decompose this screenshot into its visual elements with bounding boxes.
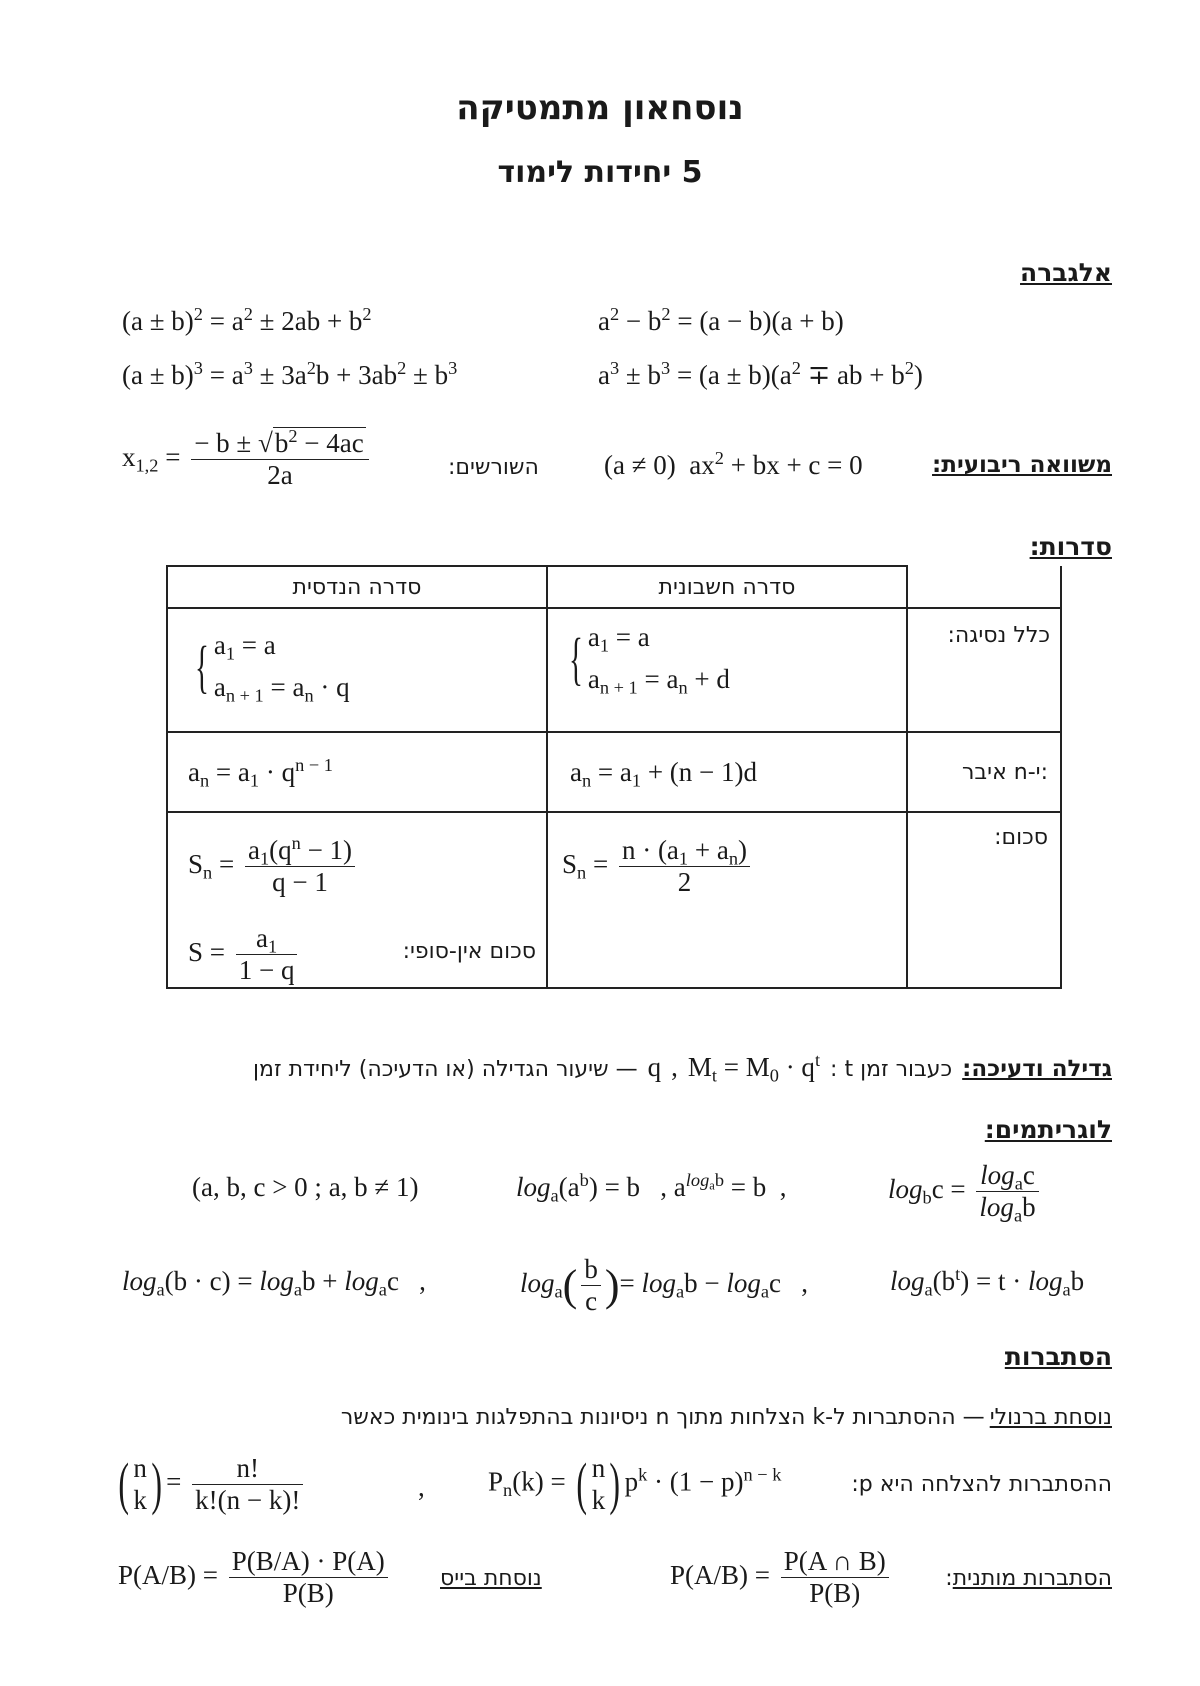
log-power-identity: $\log_a(a^b) = b$ , $a^{log_ab} = b$ , (516, 1169, 787, 1206)
growth-formula: $M_t = M_0 \cdot q^t$ (687, 1049, 821, 1086)
page-subtitle: 5 יחידות לימוד (497, 155, 703, 190)
recursive-label: כלל נסיגה: (947, 623, 1050, 648)
infinite-sum-label: סכום אין-סופי: (402, 939, 536, 964)
growth-q-var: q (647, 1052, 662, 1082)
nth-label: איבר n-י: (962, 759, 1048, 785)
geometric-recursive-formula: { $a_1 = a$ $a_{n + 1} = a_n \cdot q$ (194, 630, 350, 706)
growth-header: גדילה ודעיכה: (962, 1056, 1112, 1082)
bernoulli-desc: — ההסתברות ל-k הצלחות מתוך n ניסיונות בהתפלגות בינומית כאשר (340, 1405, 985, 1430)
logs-header: לוגריתמים: (984, 1115, 1112, 1144)
success-label: ההסתברות להצלחה היא p: (851, 1472, 1112, 1497)
growth-q-desc: — שיעור הגדילה (או הדעיכה) ליחידת זמן (253, 1057, 638, 1082)
infinite-sum-formula: S = $\frac{a_1}{1 - q}$ (188, 923, 301, 986)
corner-cell (907, 566, 1061, 608)
geometric-sum-formula: $S_n$ = $\frac{a_1(q^n - 1)}{q - 1}$ (188, 835, 359, 898)
row-label-sum (907, 812, 1061, 988)
binomial-coefficient-formula: ( n k ) = $\frac{n!}{k!(n - k)!}$ (114, 1452, 307, 1517)
log-product-rule: $\log_a(b \cdot c) = \log_ab + \log_ac$ , (122, 1266, 426, 1300)
probability-header: הסתברות (1004, 1342, 1112, 1371)
algebra-header: אלגברה (1020, 258, 1112, 287)
arithmetic-sum-formula: $S_n$ = $\frac{n \cdot (a_1 + a_n)}{2}$ (562, 835, 754, 898)
formula-quadratic-equation: (a ≠ 0) $ax^2$ + bx + c = 0 (604, 447, 863, 480)
bernoulli-formula: $P_n(k)$ = ( n k ) $p^k \cdot (1 - p)^{n - k}$ (488, 1451, 782, 1517)
conditional-formula: P(A/B) = $\frac{P(A \cap B)}{P(B)}$ (670, 1546, 893, 1609)
conditional-line: הסתברות מותנית: (945, 1566, 1112, 1591)
row-label-recursive (907, 608, 1061, 732)
roots-label: השורשים: (448, 455, 539, 480)
conditional-label: הסתברות מותנית (952, 1566, 1112, 1591)
log-power-rule: $\log_a(b^t) = t \cdot \log_ab$ (890, 1263, 1085, 1300)
page-title: נוסחאון מתמטיקה (456, 88, 744, 128)
sequences-header: סדרות: (1029, 532, 1112, 561)
logs-conditions: (a, b, c > 0 ; a, b ≠ 1) (192, 1172, 419, 1202)
geometric-recursive-cell (167, 608, 547, 732)
formula-square-binomial: $(a \pm b)^2 = a^2 \pm 2ab + b^2$ (122, 303, 372, 336)
col-arithmetic-label: סדרה חשבונית (658, 574, 796, 600)
formula-quadratic-roots: $x_{1,2}$ = $\frac{- b \pm √b^2 - 4ac}{2a}$ (122, 428, 373, 491)
geometric-sum-cell (167, 812, 547, 988)
sum-label: סכום: (994, 825, 1048, 850)
formula-difference-of-squares: $a^2 - b^2 = (a - b)(a + b)$ (598, 303, 844, 336)
col-header-arithmetic (547, 566, 907, 608)
bayes-label: נוסחת בייס (440, 1566, 542, 1591)
row-label-nth (907, 732, 1061, 812)
formula-sum-of-cubes: $a^3 \pm b^3 = (a \pm b)(a^2$ ∓ ab + $b^2$) (598, 357, 923, 390)
col-geometric-label: סדרה הנדסית (292, 574, 422, 600)
bernoulli-line (341, 1405, 1112, 1430)
log-quotient-rule: $\log_a$( $\frac{b}{c}$ )= $\log_ab - \log_ac$ , (520, 1254, 809, 1317)
growth-after-time: כעבור זמן t : (830, 1057, 953, 1082)
growth-separator: , (671, 1052, 678, 1082)
geometric-nth-formula: $a_n = a_1 \cdot q^{n - 1}$ (188, 754, 333, 790)
probability-separator: , (418, 1472, 425, 1502)
arithmetic-nth-cell (547, 732, 907, 812)
arithmetic-recursive-formula: { $a_1 = a$ $a_{n + 1} = a_n + d$ (568, 622, 730, 698)
arithmetic-recursive-cell (547, 608, 907, 732)
arithmetic-sum-cell (547, 812, 907, 988)
geometric-nth-cell (167, 732, 547, 812)
sequences-table (166, 565, 1062, 989)
quadratic-label: משוואה ריבועית: (932, 452, 1112, 478)
log-change-of-base: $\log_bc$ = $\frac{\log_ac}{\log_ab}$ (888, 1160, 1043, 1223)
formula-cube-binomial: $(a \pm b)^3 = a^3 \pm 3a^2b + 3ab^2 \pm b^3$ (122, 357, 458, 390)
bayes-formula: P(A/B) = $\frac{P(B/A) \cdot P(A)}{P(B)}$ (118, 1546, 392, 1609)
col-header-geometric (167, 566, 547, 608)
arithmetic-nth-formula: $a_n = a_1 + (n - 1)d$ (570, 756, 758, 790)
bernoulli-label: נוסחת ברנולי (989, 1405, 1112, 1430)
growth-line (253, 1049, 1112, 1086)
